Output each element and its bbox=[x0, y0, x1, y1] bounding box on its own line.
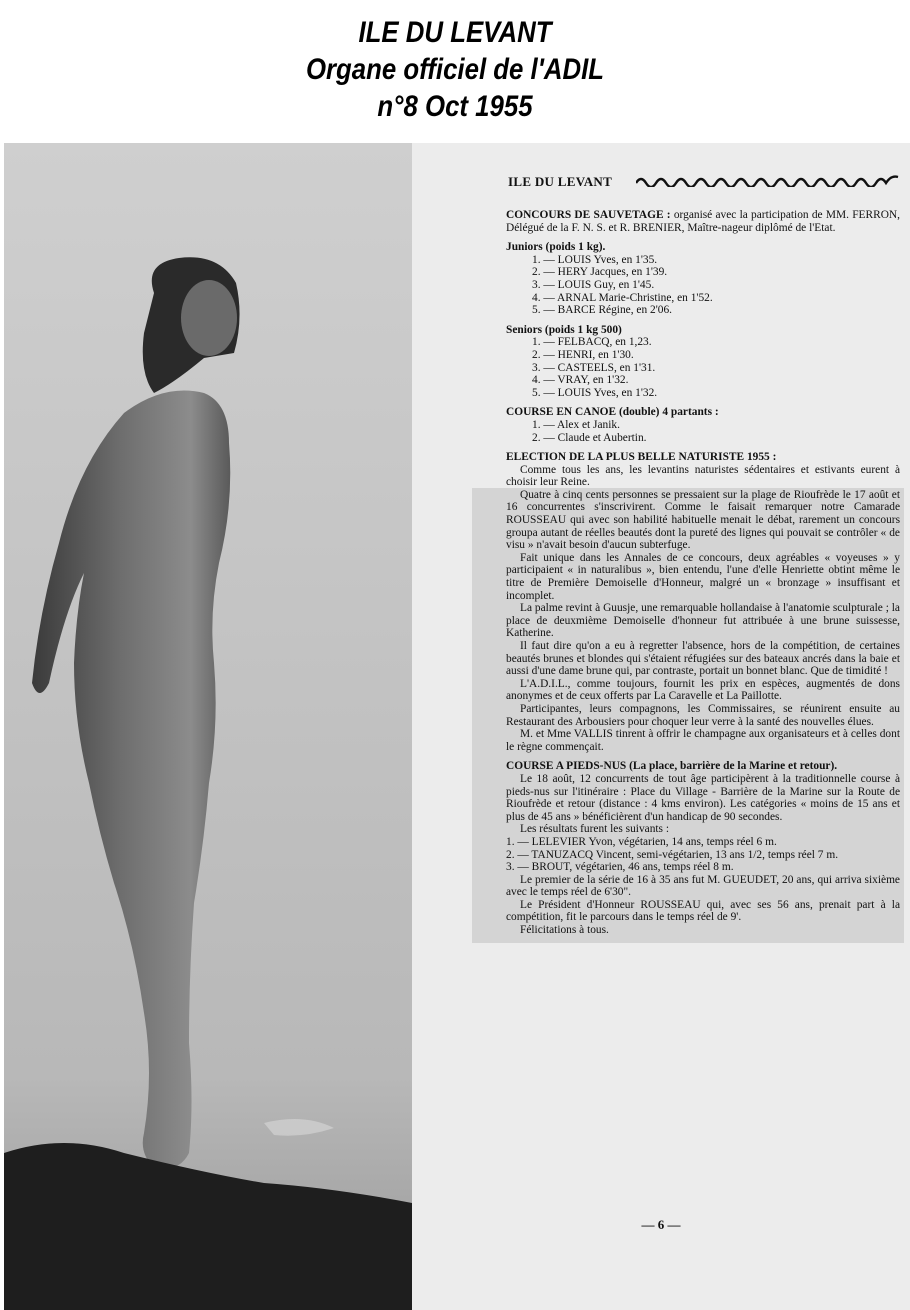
paragraph: Participantes, leurs compagnons, les Commissaires, se réunirent ensuite au Restaurant des Arbousiers pour choquer leur verre à la santé des nouvelles élues. bbox=[506, 702, 900, 728]
paragraph: Comme tous les ans, les levantins naturistes sédentaires et estivants eurent à choisir leur Reine. bbox=[506, 463, 900, 489]
photo-silhouette bbox=[4, 143, 412, 1310]
header-issue: n°8 Oct 1955 bbox=[377, 90, 533, 123]
list-item: 2. — TANUZACQ Vincent, semi-végétarien, 13 ans 1/2, temps réel 7 m. bbox=[506, 848, 839, 861]
paragraph: Félicitations à tous. bbox=[520, 924, 609, 937]
canoe-title: COURSE EN CANOE (double) 4 partants : bbox=[506, 406, 719, 419]
header-title: ILE DU LEVANT bbox=[358, 16, 552, 49]
list-item: 5. — LOUIS Yves, en 1'32. bbox=[532, 386, 658, 399]
pieds-nus-title: COURSE A PIEDS-NUS (La place, barrière de la Marine et retour). bbox=[506, 760, 838, 773]
list-item: 1. — LELEVIER Yvon, végétarien, 14 ans, temps réel 6 m. bbox=[506, 835, 777, 848]
list-item: 1. — FELBACQ, en 1,23. bbox=[532, 336, 652, 349]
list-item: 1. — Alex et Janik. bbox=[532, 418, 620, 431]
running-head: ILE DU LEVANT bbox=[508, 174, 613, 189]
paragraph: Fait unique dans les Annales de ce concours, deux agréables « voyeuses » y participaient « in naturalibus », bien entendu, l'une d'elle Henriette obtint même le titre de Première Demoiselle d'Honneur, malgré un « bronzage » insuffisant et incomplet. bbox=[506, 551, 900, 602]
photograph bbox=[4, 143, 412, 1310]
sauvetage-title: CONCOURS DE SAUVETAGE : bbox=[506, 209, 671, 221]
paragraph: M. et Mme VALLIS tinrent à offrir le champagne aux organisateurs et à celles dont le règne commençait. bbox=[506, 728, 900, 753]
list-item: 2. — HERY Jacques, en 1'39. bbox=[532, 266, 668, 279]
paragraph: Le premier de la série de 16 à 35 ans fut M. GUEUDET, 20 ans, qui arriva sixième avec le temps réel de 6'30". bbox=[506, 873, 900, 899]
paragraph: Le 18 août, 12 concurrents de tout âge participèrent à la traditionnelle course à pieds-nus sur l'itinéraire : Place du Village - Barrière de la Marine sur la Route de Rioufrède et retour (distance : 4 kms environ). Les catégories « moins de 15 ans et plus de 45 ans » bénéficièrent d'un handicap de 90 secondes. bbox=[506, 772, 900, 823]
page-number: — 6 — bbox=[641, 1217, 681, 1232]
seniors-title: Seniors (poids 1 kg 500) bbox=[506, 323, 622, 336]
magazine-page bbox=[412, 143, 910, 1310]
sauvetage-intro: organisé avec la participation de MM. FERRON, Délégué de la F. N. S. et R. BRENIER, Maître-nageur diplômé de l'Etat. bbox=[506, 209, 900, 234]
paragraph: La palme revint à Guusje, une remarquable hollandaise à l'anatomie sculpturale ; la place de deuxmième Demoiselle d'honneur fut attribuée à une brune suissesse, Katherine. bbox=[506, 602, 900, 640]
list-item: 3. — CASTEELS, en 1'31. bbox=[532, 361, 656, 374]
paragraph: Le Président d'Honneur ROUSSEAU qui, avec ses 56 ans, prenait part à la compétition, fit le parcours dans le temps réel de 9'. bbox=[506, 898, 900, 924]
list-item: 1. — LOUIS Yves, en 1'35. bbox=[532, 253, 658, 266]
list-item: 2. — Claude et Aubertin. bbox=[532, 431, 647, 444]
election-title: ELECTION DE LA PLUS BELLE NATURISTE 1955 : bbox=[506, 451, 777, 464]
paragraph: L'A.D.I.L., comme toujours, fournit les prix en espèces, augmentés de dons anonymes et de ceux offerts par La Caravelle et La Paillotte. bbox=[506, 677, 900, 703]
canoe-list bbox=[506, 419, 900, 444]
juniors-title: Juniors (poids 1 kg). bbox=[506, 241, 606, 254]
sauvetage-block bbox=[506, 209, 900, 234]
article-column bbox=[506, 209, 900, 937]
header-subtitle: Organe officiel de l'ADIL bbox=[305, 53, 605, 86]
pieds-nus-results bbox=[506, 836, 900, 874]
paragraph: Quatre à cinq cents personnes se pressaient sur la plage de Rioufrède le 17 août et 16 concurrentes s'inscrivirent. Comme le faisait remarquer notre Camarade ROUSSEAU qui avec son habilité habituelle menait le débat, rarement un concours groupa autant de réelles beautés dont la pureté des lignes qui pouvait se contrôler « de visu » n'avait besoin d'aucun subterfuge. bbox=[506, 488, 900, 552]
list-item: 3. — LOUIS Guy, en 1'45. bbox=[532, 278, 655, 291]
list-item: 4. — VRAY, en 1'32. bbox=[532, 374, 629, 387]
paragraph: Il faut dire qu'on a eu à regretter l'absence, hors de la compétition, de certaines beautés brunes et blondes qui s'étaient réfugiées sur des bateaux ancrés dans la baie et aussi d'une dame brune qui, par contraste, portait un bonnet blanc. Que de timidité ! bbox=[506, 640, 900, 678]
list-item: 2. — HENRI, en 1'30. bbox=[532, 348, 634, 361]
document-header bbox=[0, 14, 910, 125]
list-item: 3. — BROUT, végétarien, 46 ans, temps réel 8 m. bbox=[506, 861, 734, 874]
wavy-rule-icon bbox=[636, 171, 901, 187]
seniors-list bbox=[506, 336, 900, 399]
juniors-list bbox=[506, 254, 900, 317]
paragraph: Les résultats furent les suivants : bbox=[520, 823, 669, 836]
list-item: 5. — BARCE Régine, en 2'06. bbox=[532, 304, 672, 317]
list-item: 4. — ARNAL Marie-Christine, en 1'52. bbox=[532, 291, 713, 304]
